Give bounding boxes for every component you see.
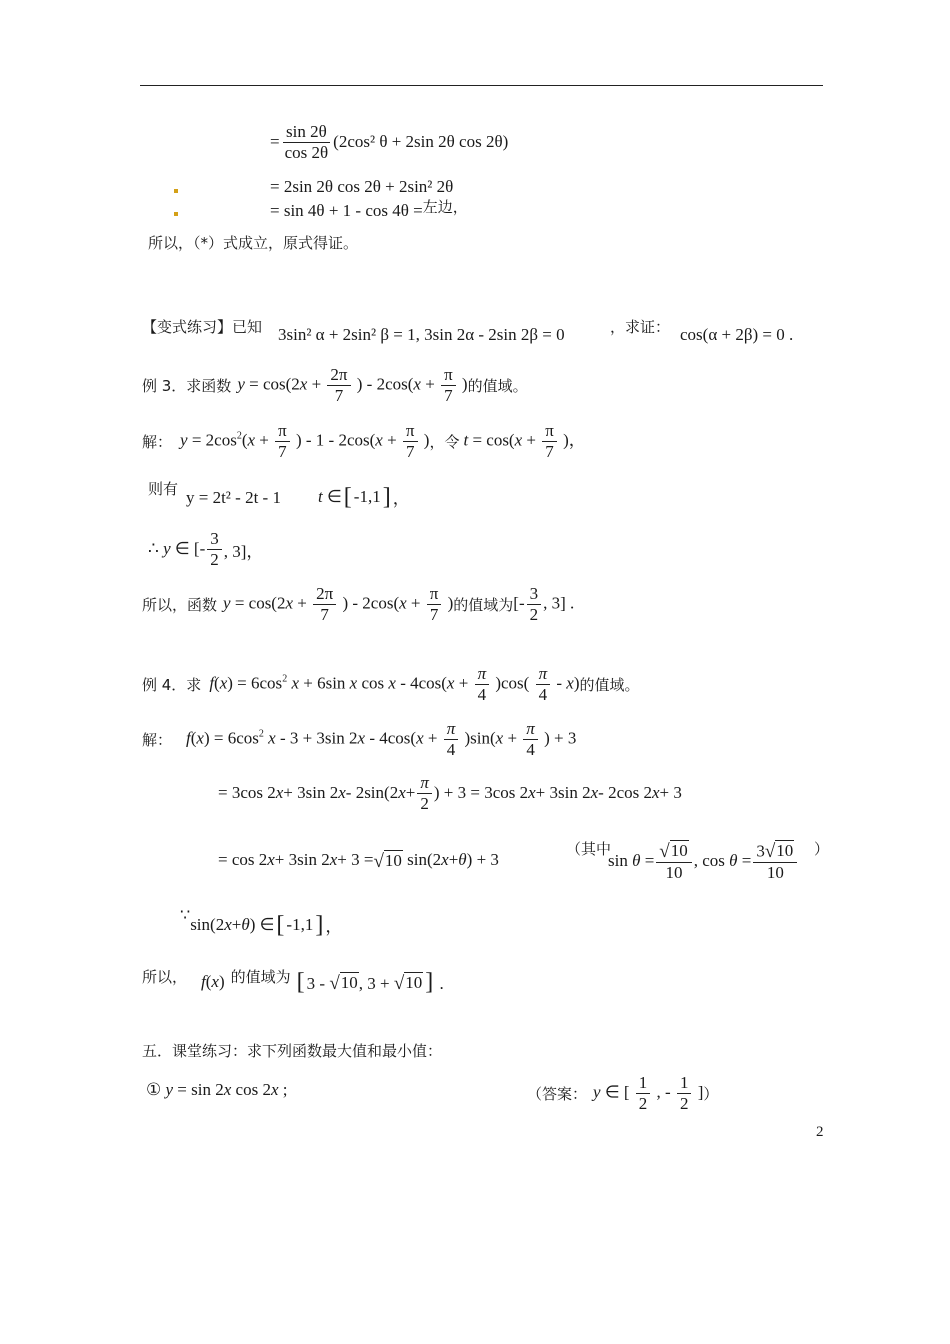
substitution: t = cos(x + $\frac{\pi}{7}$ )， bbox=[463, 421, 586, 461]
proof-step2: = 2sin 2θ cos 2θ + 2sin² 2θ bbox=[270, 177, 454, 196]
conclusion-tail: 的值域为 bbox=[453, 595, 514, 614]
function-formula: y = cos(2x + $\frac{2\pi}{7}$ ) - 2cos(x + $\frac{\pi}{7}$ ) bbox=[223, 584, 454, 624]
therefore-line: ∴ y ∈ [- $\frac{3}{2}$ , 3]， bbox=[148, 529, 264, 569]
range-value: [- $\frac{3}{2}$ , 3] . bbox=[513, 584, 575, 624]
function-formula: $f(x) = 6\cos^2$ x + 6sin x cos x - 4cos(x + $\frac{\pi}{4}$ )cos( $\frac{\pi}{4}$ - x) bbox=[209, 664, 580, 704]
fraction: $\frac{\pi}{7}$ bbox=[441, 366, 456, 405]
fraction: $\frac{\pi}{7}$ bbox=[403, 422, 418, 461]
proof-step3 bbox=[270, 200, 468, 221]
let-label: ，令 bbox=[429, 432, 460, 451]
proof-conclusion: 所以，（*）式成立，原式得证。 bbox=[148, 234, 359, 252]
quadratic-form: y = 2t² - 2t - 1 bbox=[186, 488, 281, 507]
where-label: （其中 bbox=[566, 840, 612, 858]
practice-item1: ① y = sin 2 x cos 2 x ; bbox=[146, 1080, 288, 1099]
conclusion-label: 所以，函数 bbox=[142, 595, 218, 614]
practice-answer bbox=[527, 1074, 718, 1113]
variant-goal: cos(α + 2β) = 0 . bbox=[680, 325, 794, 344]
expression: = sin 4θ + 1 - cos 4θ = bbox=[270, 200, 423, 220]
solution-line3: = cos 2 x + 3sin 2 x + 3 = √ 10 sin(2 x + θ ) + 3 bbox=[218, 850, 499, 872]
expression: (2cos² θ + 2sin 2θ cos 2θ) bbox=[333, 132, 509, 152]
conclusion-tail: 的值域为 bbox=[230, 967, 291, 986]
fraction: $\frac{3}{2}$ bbox=[207, 530, 222, 569]
solution-label: 解： bbox=[142, 730, 173, 749]
equals-sign: = bbox=[270, 132, 280, 152]
fraction: $\frac{\pi}{4}$ bbox=[536, 665, 551, 704]
fraction: $\frac{\pi}{4}$ bbox=[475, 665, 490, 704]
practice-heading: 五．课堂练习：求下列函数最大值和最小值： bbox=[142, 1042, 443, 1060]
fraction: $\frac{\pi}{7}$ bbox=[427, 585, 442, 624]
solution-line1: $f(x) = 6\cos^2$ x - 3 + 3sin 2x - 4cos(x + $\frac{\pi}{4}$ )sin(x + $\frac{\pi}{4}$ ) + 3 bbox=[186, 719, 577, 759]
example4-conclusion bbox=[142, 964, 444, 995]
fraction: $\frac{\pi}{7}$ bbox=[542, 422, 557, 461]
example3-solution bbox=[142, 422, 586, 461]
variant-label: 【变式练习】已知 bbox=[142, 318, 263, 336]
example-label: 例 4．求 bbox=[142, 675, 202, 694]
fraction: $\frac{1}{2}$ bbox=[677, 1074, 692, 1113]
fraction: $\frac{\pi}{4}$ bbox=[523, 720, 538, 759]
fx-label: f(x) bbox=[201, 972, 225, 991]
example-tail: 的值域。 bbox=[467, 376, 528, 395]
fraction: $\frac{\pi}{7}$ bbox=[275, 422, 290, 461]
example3-question bbox=[142, 366, 528, 405]
variant-condition: 3sin² α + 2sin² β = 1, 3sin 2α - 2sin 2β = 0 bbox=[278, 325, 565, 344]
variant-prove-label: ，求证： bbox=[610, 318, 671, 336]
proof-step1 bbox=[270, 123, 508, 162]
answer-range: y ∈ [ $\frac{1}{2}$ , - $\frac{1}{2}$ ] bbox=[593, 1073, 704, 1113]
denominator: cos 2θ bbox=[284, 142, 329, 162]
because-line: ∵ sin(2 x + θ ) ∈ [ -1,1 ] ， bbox=[180, 906, 343, 938]
solution-line2: = 3cos 2 x + 3sin 2 x - 2sin(2 x + $\frac{\pi}{2}$ ) + 3 = 3cos 2 x + 3sin 2 x - 2cos 2 x + 3 bbox=[218, 773, 682, 813]
fraction: 3 √ 10 10 bbox=[753, 840, 797, 881]
left-side-text: 左边， bbox=[422, 198, 468, 216]
example4-solution bbox=[142, 720, 576, 759]
fraction: $\frac{3}{2}$ bbox=[527, 585, 542, 624]
theta-definition: sin θ = √ 10 10 , cos θ = 3 √ 10 10 bbox=[608, 840, 799, 881]
answer-label: （答案： bbox=[527, 1084, 588, 1103]
example-tail: 的值域。 bbox=[579, 675, 640, 694]
example3-conclusion bbox=[142, 585, 574, 624]
fraction bbox=[282, 123, 332, 162]
range-value: [ 3 - √ 10 , 3 + √ 10 ] . bbox=[296, 969, 444, 995]
example4-question bbox=[142, 665, 640, 704]
sqrt: √ 10 bbox=[373, 850, 402, 872]
conclusion-label: 所以， bbox=[142, 967, 188, 986]
t-range: t ∈ [ -1,1 ] ， bbox=[318, 483, 410, 510]
fraction: $\frac{2\pi}{7}$ bbox=[327, 366, 350, 405]
fraction: √ 10 10 bbox=[656, 840, 691, 881]
solution-label: 解： bbox=[142, 432, 173, 451]
answer-close: ） bbox=[703, 1084, 719, 1103]
solution-formula: $y = 2\cos^2(x$ + $\frac{\pi}{7}$ ) - 1 - 2cos(x + $\frac{\pi}{7}$ ) bbox=[180, 421, 430, 461]
fraction: $\frac{2\pi}{7}$ bbox=[313, 585, 336, 624]
fraction: $\frac{\pi}{4}$ bbox=[444, 720, 459, 759]
header-rule bbox=[140, 85, 823, 86]
fraction: $\frac{1}{2}$ bbox=[636, 1074, 651, 1113]
variant-exercise bbox=[142, 316, 262, 337]
page-number: 2 bbox=[816, 1124, 824, 1140]
then-label: 则有 bbox=[148, 480, 179, 498]
numerator: sin 2θ bbox=[283, 123, 330, 143]
example-label: 例 3．求函数 bbox=[142, 376, 232, 395]
where-close: ） bbox=[814, 840, 830, 858]
marker-dot bbox=[174, 189, 178, 193]
fraction: $\frac{\pi}{2}$ bbox=[417, 774, 432, 813]
function-formula: y = cos(2x + $\frac{2\pi}{7}$ ) - 2cos(x + $\frac{\pi}{7}$ ) bbox=[237, 365, 468, 405]
marker-dot bbox=[174, 212, 178, 216]
